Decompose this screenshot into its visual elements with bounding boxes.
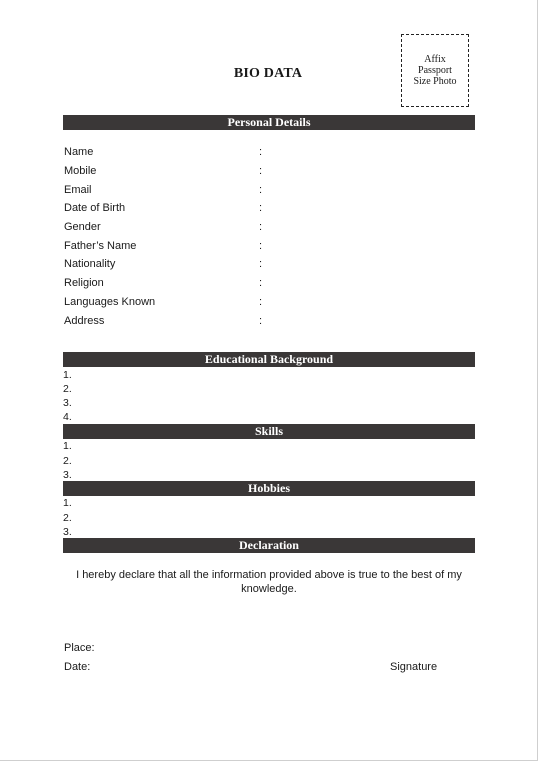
list-item: 2. (63, 383, 72, 395)
field-separator: : (259, 258, 263, 270)
field-label-languages-known: Languages Known (64, 296, 156, 308)
list-item: 1. (63, 497, 72, 509)
field-separator: : (259, 315, 263, 327)
list-item: 1. (63, 440, 72, 452)
field-separator: : (259, 240, 263, 252)
section-header-educational-background: Educational Background (63, 352, 475, 367)
list-item: 3. (63, 526, 72, 538)
section-header-hobbies: Hobbies (63, 481, 475, 496)
section-header-personal-details: Personal Details (63, 115, 475, 130)
field-label-date-of-birth: Date of Birth (64, 202, 126, 214)
place-label: Place: (64, 642, 95, 654)
field-label-nationality: Nationality (64, 258, 116, 270)
signature-label: Signature (390, 661, 438, 673)
field-label-fathers-name: Father’s Name (64, 240, 137, 252)
photo-placeholder-line: Size Photo (413, 76, 457, 87)
list-item: 2. (63, 455, 72, 467)
field-separator: : (259, 277, 263, 289)
field-separator: : (259, 221, 263, 233)
field-separator: : (259, 296, 263, 308)
field-separator: : (259, 202, 263, 214)
field-label-name: Name (64, 146, 94, 158)
section-header-skills: Skills (63, 424, 475, 439)
field-label-address: Address (64, 315, 105, 327)
list-item: 2. (63, 512, 72, 524)
photo-placeholder-line: Passport (418, 65, 452, 76)
field-label-religion: Religion (64, 277, 104, 289)
field-label-gender: Gender (64, 221, 101, 233)
list-item: 1. (63, 369, 72, 381)
declaration-text: I hereby declare that all the information provided above is true to the best of my knowledge. (76, 569, 462, 595)
section-header-declaration: Declaration (63, 538, 475, 553)
field-separator: : (259, 165, 263, 177)
field-separator: : (259, 184, 263, 196)
document-title: BIO DATA (233, 66, 303, 81)
list-item: 3. (63, 469, 72, 481)
date-label: Date: (64, 661, 91, 673)
field-label-email: Email (64, 184, 92, 196)
photo-placeholder-line: Affix (424, 54, 446, 65)
field-label-mobile: Mobile (64, 165, 97, 177)
field-separator: : (259, 146, 263, 158)
photo-placeholder (401, 34, 469, 107)
list-item: 3. (63, 397, 72, 409)
list-item: 4. (63, 411, 72, 423)
